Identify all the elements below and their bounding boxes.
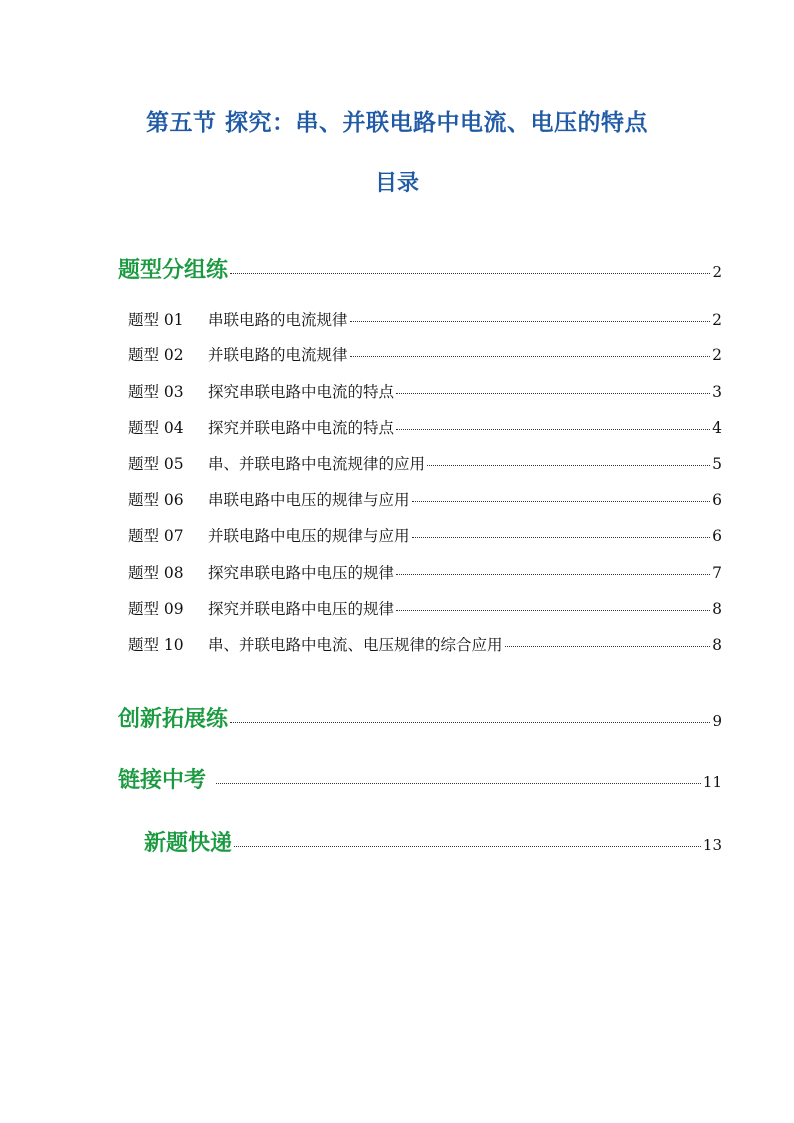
toc-item[interactable] [128, 452, 722, 474]
toc-page-number: 3 [712, 383, 722, 401]
toc-page-number: 7 [712, 564, 722, 582]
toc-section-label: 链接中考 [118, 768, 207, 793]
dot-leader [396, 428, 710, 430]
dot-leader [396, 573, 710, 575]
toc-item[interactable] [128, 416, 722, 438]
toc-section-practice[interactable] [118, 253, 722, 284]
toc-page-number: 8 [712, 636, 722, 654]
toc-item-text: 串联电路的电流规律 [208, 311, 348, 329]
toc-item[interactable] [128, 488, 722, 510]
toc-page-number: 6 [712, 491, 722, 509]
dot-leader [412, 536, 711, 538]
toc-item-number: 题型 09 [128, 600, 184, 618]
toc-item-number: 题型 06 [128, 491, 184, 509]
toc-heading: 目录 [374, 171, 419, 196]
dot-leader [230, 272, 710, 274]
toc-item[interactable] [128, 633, 722, 655]
toc-item-number: 题型 02 [128, 346, 184, 364]
dot-leader [412, 500, 711, 502]
toc-item[interactable] [128, 597, 722, 619]
toc-item[interactable] [128, 343, 722, 365]
toc-item-number: 题型 10 [128, 636, 184, 654]
toc-item-number: 题型 08 [128, 564, 184, 582]
dot-leader [396, 392, 710, 394]
toc-item-text: 探究串联电路中电流的特点 [208, 383, 395, 401]
toc-page-number: 13 [702, 836, 722, 854]
toc-item[interactable] [128, 524, 722, 546]
toc-item-text: 串、并联电路中电流规律的应用 [208, 455, 426, 473]
toc-item-text: 探究并联电路中电流的特点 [208, 419, 395, 437]
toc-page-number: 8 [712, 600, 722, 618]
dot-leader [350, 355, 711, 357]
toc-page-number: 2 [712, 311, 722, 329]
toc-item-text: 并联电路中电压的规律与应用 [208, 527, 410, 545]
toc-item-number: 题型 03 [128, 383, 184, 401]
toc-section-label: 新题快递 [144, 831, 233, 856]
toc-item-text: 串、并联电路中电流、电压规律的综合应用 [208, 636, 503, 654]
toc-page-number: 9 [712, 712, 722, 730]
toc-section-extension[interactable] [118, 702, 722, 733]
dot-leader [505, 645, 711, 647]
toc-section-label: 题型分组练 [118, 258, 229, 283]
toc-item-number: 题型 07 [128, 527, 184, 545]
dot-leader [216, 782, 701, 784]
toc-page-number: 2 [712, 263, 722, 281]
toc-item[interactable] [128, 561, 722, 583]
toc-section-exam[interactable] [118, 763, 722, 794]
toc-page-number: 5 [712, 455, 722, 473]
dot-leader [234, 845, 701, 847]
toc-item[interactable] [128, 308, 722, 330]
toc-page-number: 6 [712, 527, 722, 545]
toc-item-number: 题型 04 [128, 419, 184, 437]
toc-item-number: 题型 01 [128, 311, 184, 329]
dot-leader [396, 609, 710, 611]
toc-item[interactable] [128, 380, 722, 402]
toc-item-text: 串联电路中电压的规律与应用 [208, 491, 410, 509]
toc-item-number: 题型 05 [128, 455, 184, 473]
toc-section-new-questions[interactable] [144, 826, 722, 857]
toc-item-text: 探究并联电路中电压的规律 [208, 600, 395, 618]
dot-leader [427, 464, 710, 466]
toc-section-label: 创新拓展练 [118, 707, 229, 732]
toc-item-text: 并联电路的电流规律 [208, 346, 348, 364]
toc-page-number: 2 [712, 346, 722, 364]
page-title: 第五节 探究：串、并联电路中电流、电压的特点 [145, 110, 648, 136]
toc-item-text: 探究串联电路中电压的规律 [208, 564, 395, 582]
dot-leader [350, 320, 711, 322]
toc-page-number: 11 [702, 773, 722, 791]
toc-page-number: 4 [712, 419, 722, 437]
dot-leader [230, 721, 710, 723]
